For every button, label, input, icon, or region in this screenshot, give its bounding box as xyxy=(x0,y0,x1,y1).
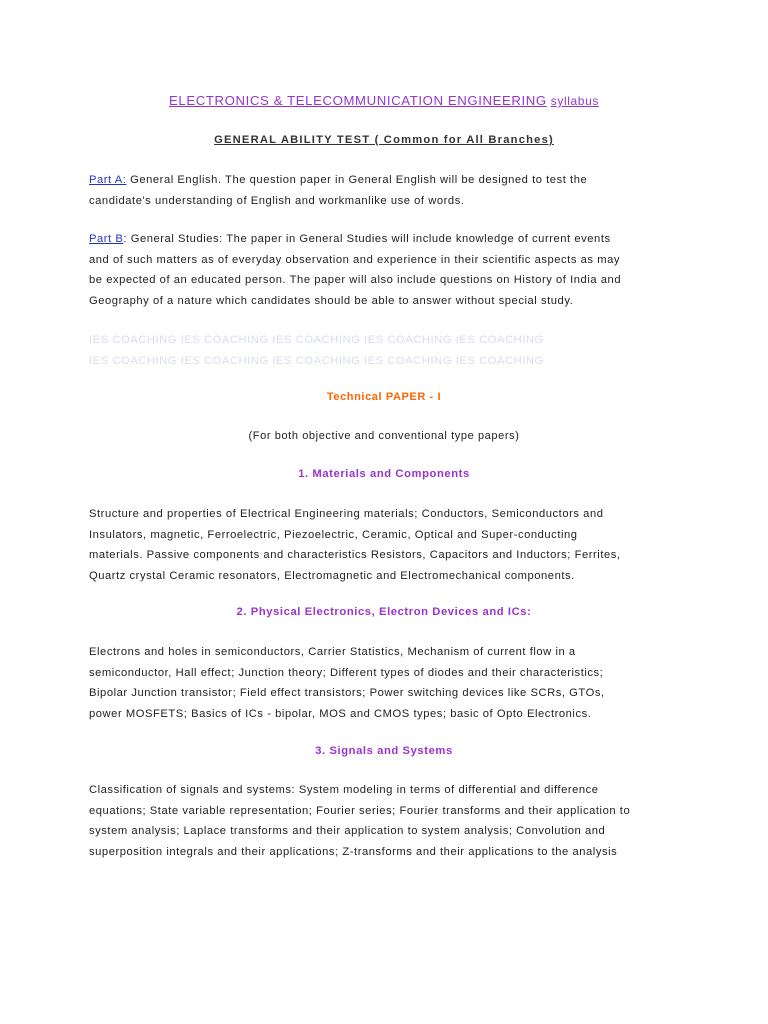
part-a-line-1: General English. The question paper in General English will be designed to test the xyxy=(126,174,588,186)
watermark-line-2: IES COACHING IES COACHING IES COACHING IES COACHING IES COACHING xyxy=(89,354,544,367)
part-a-link[interactable]: Part A: xyxy=(89,174,127,186)
part-b-line-2: and of such matters as of everyday observation and experience in their scientific aspects as may xyxy=(89,253,620,266)
section-1-line: materials. Passive components and characteristics Resistors, Capacitors and Inductors; Ferrites, xyxy=(89,549,621,562)
page-title xyxy=(0,93,768,108)
part-a-paragraph xyxy=(89,170,689,211)
section-2-body xyxy=(89,642,689,725)
section-1-line: Insulators, magnetic, Ferroelectric, Piezoelectric, Ceramic, Optical and Super-conducting xyxy=(89,528,578,541)
section-3-body xyxy=(89,780,689,863)
watermark-line-1: IES COACHING IES COACHING IES COACHING IES COACHING IES COACHING xyxy=(89,334,544,346)
part-b-line-3: be expected of an educated person. The paper will also include questions on History of India and xyxy=(89,274,622,287)
part-a-line-2: candidate's understanding of English and workmanlike use of words. xyxy=(89,194,465,207)
section-2-line: semiconductor, Hall effect; Junction theory; Different types of diodes and their characteristics; xyxy=(89,666,604,679)
section-2-line: power MOSFETS; Basics of ICs - bipolar, MOS and CMOS types; basic of Opto Electronics. xyxy=(89,708,592,721)
section-2-line: Bipolar Junction transistor; Field effect transistors; Power switching devices like SCRs, GTOs, xyxy=(89,687,605,700)
section-subtitle: GENERAL ABILITY TEST ( Common for All Branches) xyxy=(214,134,554,146)
paper-title: Technical PAPER - I xyxy=(326,391,442,403)
part-b-paragraph xyxy=(89,229,689,312)
section-3-line: equations; State variable representation; Fourier series; Fourier transforms and their application to xyxy=(89,804,631,817)
section-3-line: superposition integrals and their applications; Z-transforms and their applications to the analysis xyxy=(89,846,618,859)
paper-note: (For both objective and conventional type papers) xyxy=(248,430,520,442)
section-1-line: Structure and properties of Electrical Engineering materials; Conductors, Semiconductors and xyxy=(89,508,604,520)
section-3-line: Classification of signals and systems: System modeling in terms of differential and difference xyxy=(89,784,599,796)
part-b-line-1: : General Studies: The paper in General Studies will include knowledge of current events xyxy=(123,233,611,245)
watermark-text xyxy=(89,330,689,371)
part-b-link[interactable]: Part B xyxy=(89,233,124,245)
section-3-heading: 3. Signals and Systems xyxy=(315,745,453,757)
section-3-line: system analysis; Laplace transforms and their application to system analysis; Convolution and xyxy=(89,825,606,838)
section-2-line: Electrons and holes in semiconductors, Carrier Statistics, Mechanism of current flow in a xyxy=(89,646,576,658)
section-1-body xyxy=(89,504,689,587)
section-2-heading: 2. Physical Electronics, Electron Devices and ICs: xyxy=(236,606,532,618)
part-b-line-4: Geography of a nature which candidates should be able to answer without special study. xyxy=(89,295,574,308)
page-title-main: ELECTRONICS & TELECOMMUNICATION ENGINEERING xyxy=(169,93,547,108)
section-1-heading: 1. Materials and Components xyxy=(298,468,470,480)
section-1-line: Quartz crystal Ceramic resonators, Electromagnetic and Electromechanical components. xyxy=(89,570,575,583)
page-title-suffix: syllabus xyxy=(550,94,599,108)
